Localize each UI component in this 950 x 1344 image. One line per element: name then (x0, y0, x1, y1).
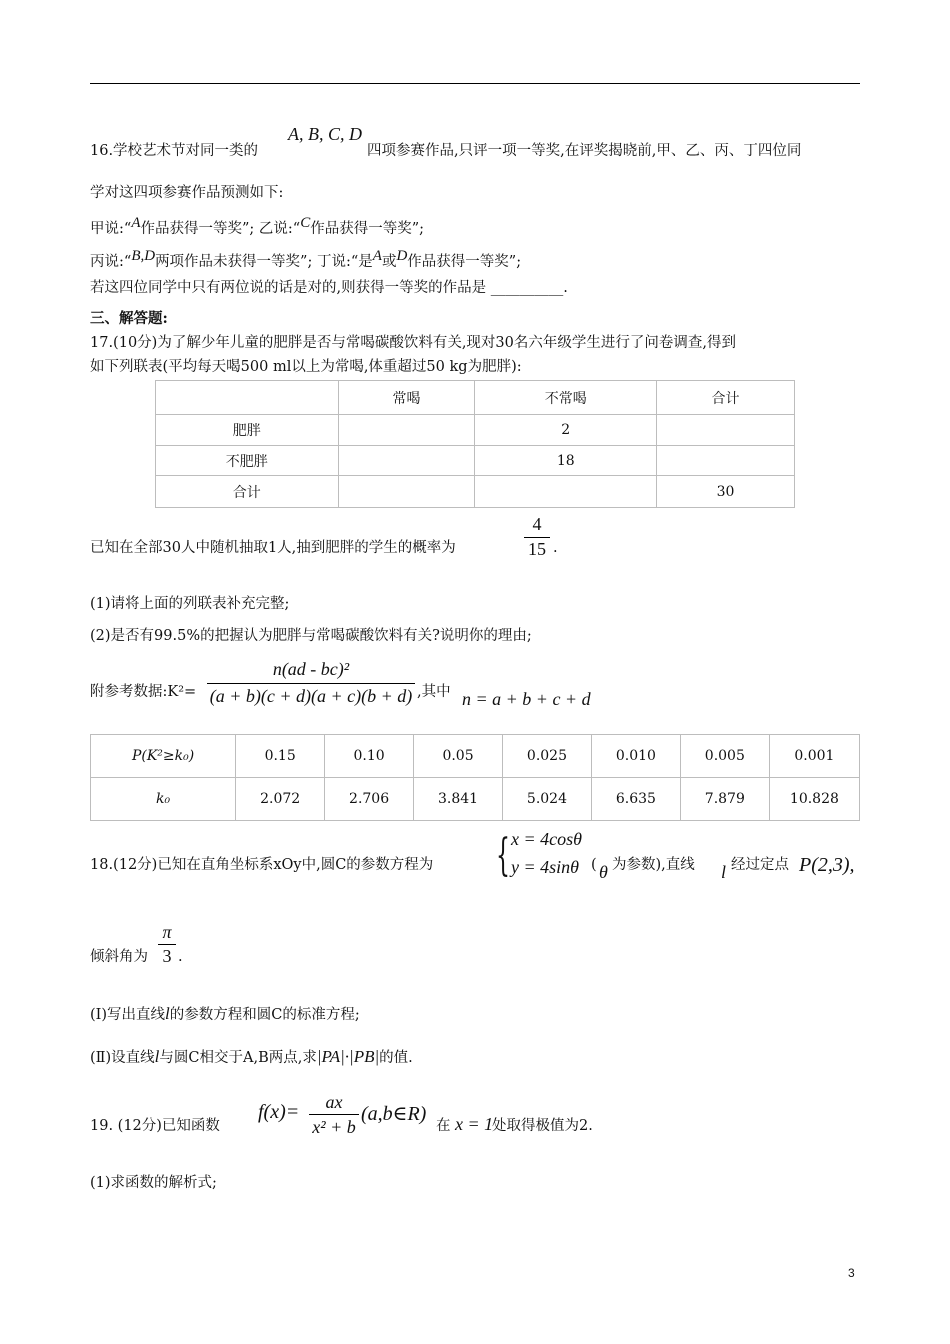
table-cell: 2.706 (325, 778, 414, 821)
jia-yi-text: 作品获得一等奖”; 乙说:“ (140, 220, 301, 237)
part2-text-a: (Ⅱ)设直线 (90, 1050, 155, 1066)
header-rule (90, 83, 860, 84)
table-cell: 0.05 (414, 735, 503, 778)
table-cell: P(K²≥k₀) (91, 735, 236, 778)
q16-prefix: 16.学校艺术节对同一类的 (90, 143, 259, 159)
fx: f(x)= (258, 1101, 300, 1123)
pi-fraction-bar (158, 944, 176, 945)
point-p: P(2,3), (799, 854, 855, 876)
table-cell (475, 476, 657, 508)
q18-lead: 18.(12分)已知在直角坐标系xOy中,圆C的参数方程为 (90, 857, 434, 873)
table-cell: 6.635 (591, 778, 680, 821)
table-cell: 0.010 (591, 735, 680, 778)
k2-fraction-bar (207, 683, 415, 684)
table-cell: 2.072 (236, 778, 325, 821)
pi-denominator: 3 (162, 946, 172, 966)
table-row (156, 415, 795, 446)
table-cell: 合计 (156, 476, 339, 508)
part1-text-b: 的参数方程和圆C的标准方程; (169, 1007, 360, 1023)
k2-denominator: (a + b)(c + d)(a + c)(b + d) (209, 686, 413, 706)
f-denominator: x² + b (312, 1117, 356, 1137)
param-eq1: x = 4cosθ (511, 829, 582, 849)
jia-text: 甲说:“ (90, 220, 132, 237)
q16-jia-yi (90, 214, 424, 238)
prob-end: . (553, 540, 558, 556)
q18-part1 (90, 1005, 360, 1024)
bing-ding-text: 两项作品未获得一等奖”; 丁说:“是 (155, 253, 373, 270)
table-cell (338, 476, 475, 508)
table-row (156, 446, 795, 476)
jia-var: A (131, 215, 141, 231)
q17-prob-text: 已知在全部30人中随机抽取1人,抽到肥胖的学生的概率为 (90, 540, 456, 556)
paren-open: ( (591, 857, 597, 873)
theta: θ (599, 862, 608, 882)
f-numerator: ax (325, 1092, 343, 1112)
table-cell: 不常喝 (475, 381, 657, 415)
part2-l: l (154, 1047, 160, 1066)
part2-text-c: 的值. (379, 1050, 413, 1066)
pi-numerator: π (162, 922, 172, 942)
ding-var1: A (372, 248, 382, 264)
table-cell: 30 (657, 476, 795, 508)
table-cell: 18 (475, 446, 657, 476)
bing-text: 丙说:“ (90, 253, 132, 270)
table-cell: 5.024 (503, 778, 592, 821)
table-header-row (156, 381, 795, 415)
table-cell (657, 415, 795, 446)
q17-line1: 17.(10分)为了解少年儿童的肥胖是否与常喝碳酸饮料有关,现对30名六年级学生进行了问卷调查,得到 (90, 335, 736, 351)
q19-lead: 19. (12分)已知函数 (90, 1118, 220, 1134)
table-cell: 3.841 (414, 778, 503, 821)
table-cell: 常喝 (338, 381, 475, 415)
table-cell: 肥胖 (156, 415, 339, 446)
ding-mid: 或 (381, 253, 397, 270)
part2-text-b: 与圆C相交于A,B两点,求 (159, 1050, 317, 1066)
reference-table (90, 734, 860, 821)
yi-text: 作品获得一等奖”; (310, 220, 425, 237)
q17-ref-label: 附参考数据:K²= (90, 684, 197, 700)
table-cell (338, 446, 475, 476)
ding-text: 作品获得一等奖”; (407, 253, 522, 270)
q16-line2: 学对这四项参赛作品预测如下: (90, 185, 284, 201)
table-cell: 0.001 (769, 735, 859, 778)
q18-part2 (90, 1048, 413, 1067)
bing-var: B,D (131, 248, 156, 264)
table-cell: 7.879 (680, 778, 769, 821)
param-eq2: y = 4sinθ (511, 857, 579, 877)
line-l: l (721, 862, 727, 882)
f-condition: (a,b∈R) (361, 1103, 427, 1125)
prob-denominator: 15 (528, 539, 546, 559)
part1-text-a: (Ⅰ)写出直线 (90, 1007, 166, 1023)
table-cell: 2 (475, 415, 657, 446)
table-cell (657, 446, 795, 476)
table-cell: 0.10 (325, 735, 414, 778)
k2-numerator: n(ad - bc)² (272, 659, 350, 679)
table-row (91, 735, 860, 778)
q17-line2: 如下列联表(平均每天喝500 ml以上为常喝,体重超过50 kg为肥胖): (90, 359, 522, 375)
q19-mid: 在 (436, 1118, 451, 1134)
q19-part1: (1)求函数的解析式; (90, 1175, 217, 1191)
abs-expr: |PA|·|PB| (316, 1047, 380, 1066)
prob-fraction-bar (524, 537, 550, 538)
ding-var2: D (396, 248, 408, 264)
page-number: 3 (848, 1266, 855, 1280)
q18-pass-text: 经过定点 (731, 857, 789, 873)
table-row (156, 476, 795, 508)
q17-part1: (1)请将上面的列联表补充完整; (90, 596, 290, 612)
q18-incline-text: 倾斜角为 (90, 949, 148, 965)
table-cell: 0.15 (236, 735, 325, 778)
prob-numerator: 4 (532, 514, 542, 534)
n-formula: n = a + b + c + d (462, 689, 591, 709)
table-cell: 0.025 (503, 735, 592, 778)
part1-l: l (165, 1004, 170, 1023)
table-cell: 不肥胖 (156, 446, 339, 476)
q16-line1 (90, 142, 258, 160)
q16-abcd: A, B, C, D (288, 124, 362, 144)
table-cell: k₀ (91, 778, 236, 821)
table-cell: 合计 (657, 381, 795, 415)
incline-end: . (178, 949, 183, 965)
table-cell (156, 381, 339, 415)
table-cell: 10.828 (769, 778, 859, 821)
q17-part2: (2)是否有99.5%的把握认为肥胖与常喝碳酸饮料有关?说明你的理由; (90, 628, 532, 644)
contingency-table (155, 380, 795, 508)
f-fraction-bar (309, 1114, 359, 1115)
q16-bing-ding (90, 247, 521, 271)
q17-ref-mid: ,其中 (417, 684, 451, 700)
brace-icon: { (496, 830, 510, 881)
yi-var: C (300, 215, 311, 231)
q16-last: 若这四位同学中只有两位说的话是对的,则获得一等奖的作品是 __________. (90, 280, 568, 296)
table-row (91, 778, 860, 821)
q18-param-text: 为参数),直线 (612, 857, 695, 873)
table-cell: 0.005 (680, 735, 769, 778)
q16-line1-rest: 四项参赛作品,只评一项一等奖,在评奖揭晓前,甲、乙、丙、丁四位同 (367, 143, 802, 159)
q19-rest: 处取得极值为2. (492, 1118, 593, 1134)
section3-title: 三、解答题: (90, 310, 168, 327)
table-cell (338, 415, 475, 446)
x-equals-1: x = 1 (455, 1114, 494, 1134)
